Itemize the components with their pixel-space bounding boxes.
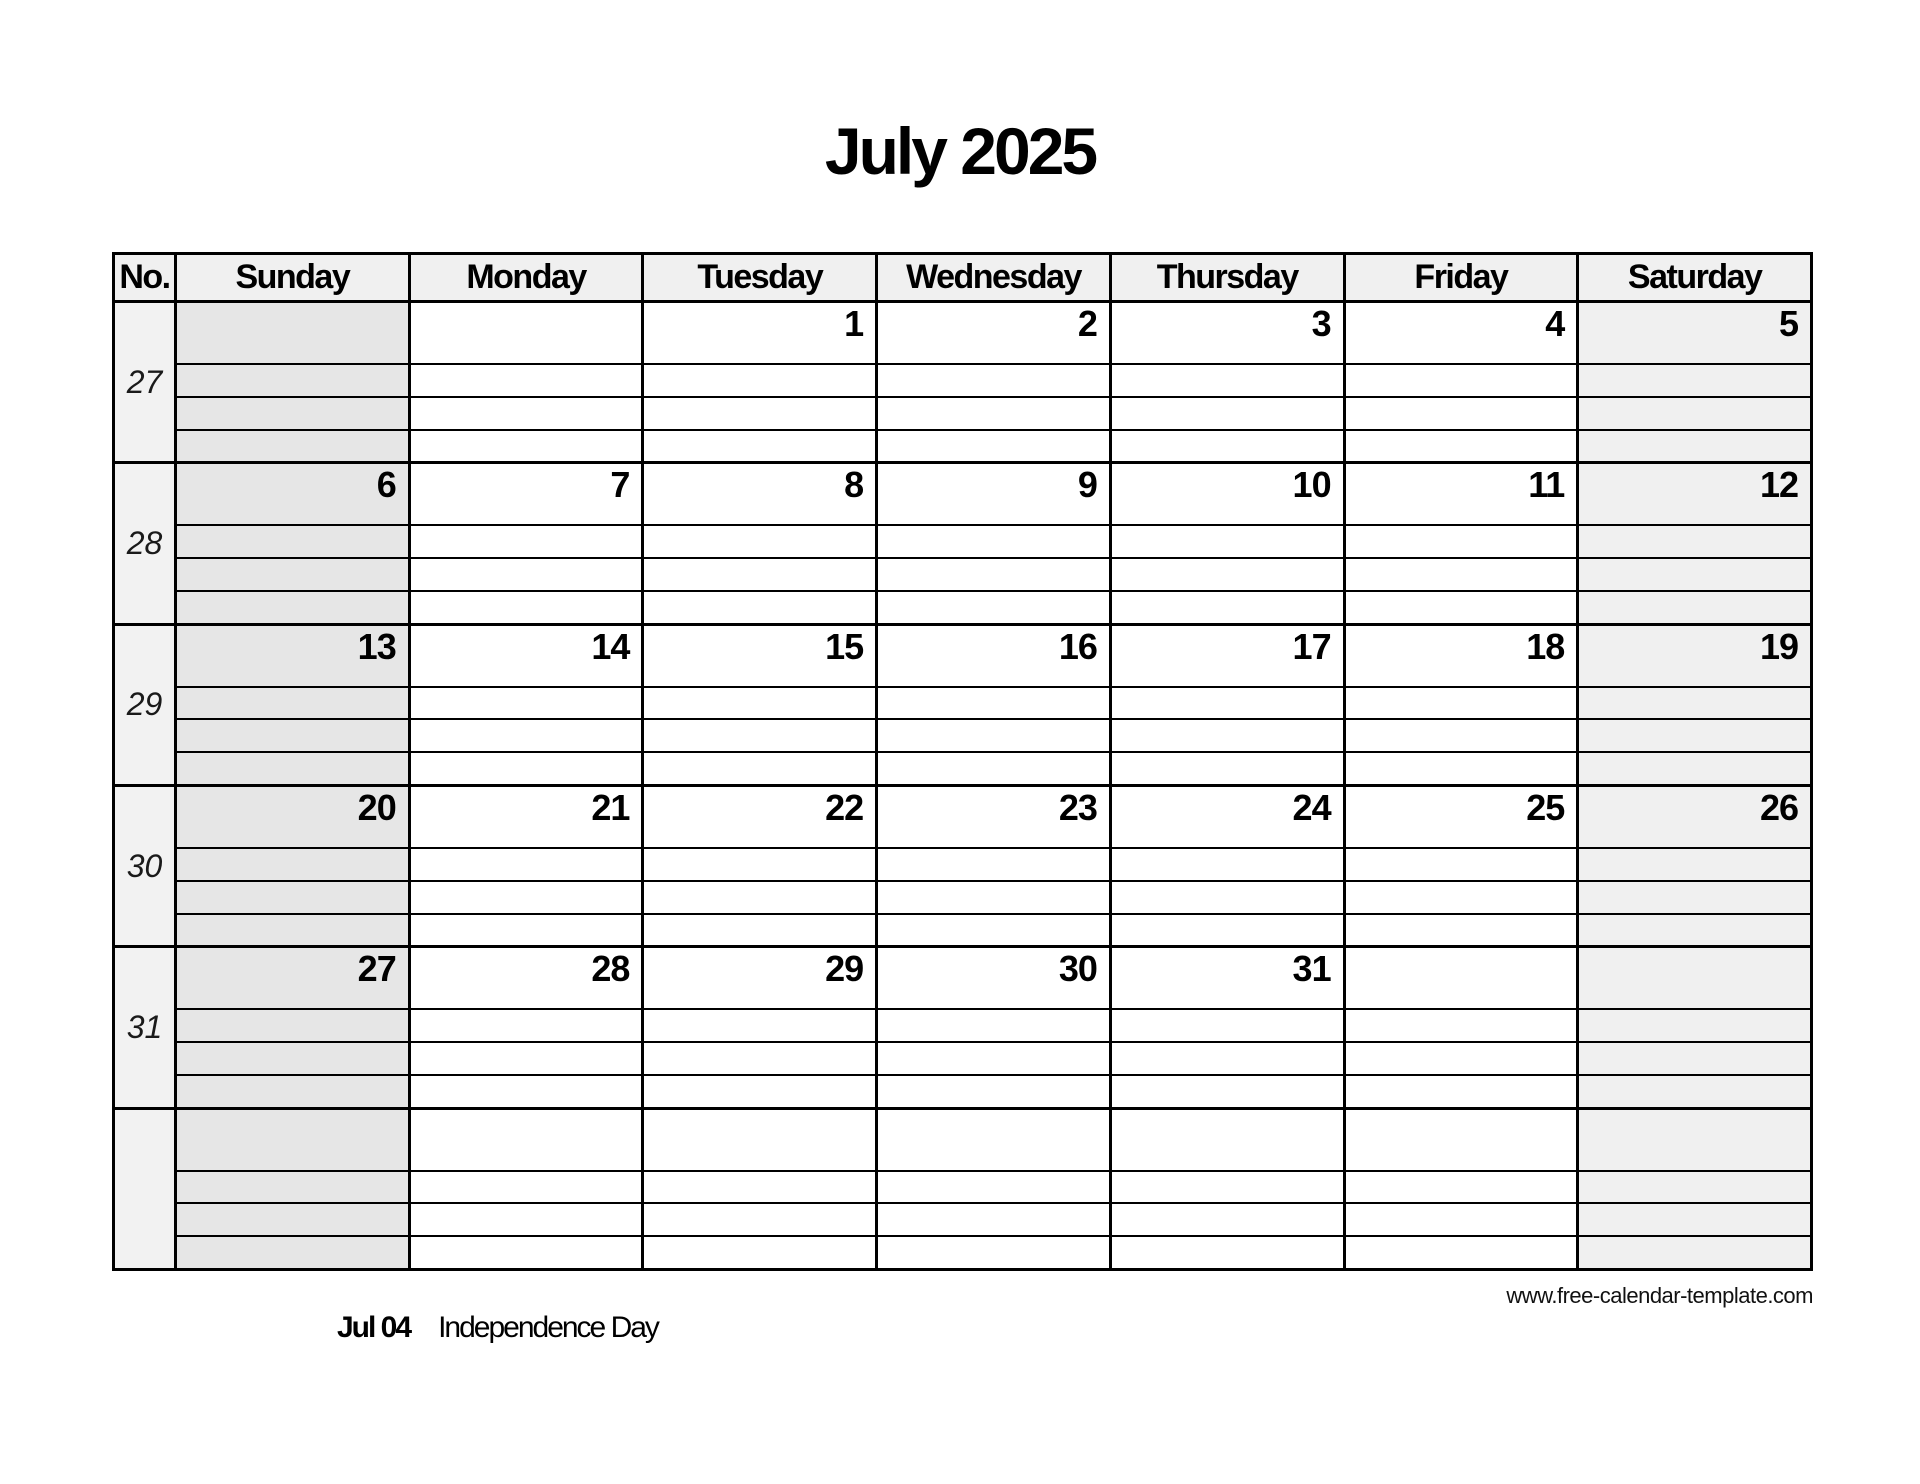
ruled-cell bbox=[878, 688, 1112, 719]
ruled-row bbox=[177, 915, 1810, 946]
week-number: 29 bbox=[115, 626, 177, 784]
ruled-cell bbox=[1579, 849, 1810, 880]
date-cell-sunday bbox=[177, 1110, 411, 1170]
page-title: July 2025 bbox=[824, 114, 1096, 188]
ruled-row bbox=[177, 753, 1810, 784]
date-cell-tuesday: 22 bbox=[644, 787, 878, 847]
day-header-thursday: Thursday bbox=[1112, 255, 1346, 300]
date-cell-sunday: 20 bbox=[177, 787, 411, 847]
ruled-cell bbox=[1346, 1204, 1580, 1235]
week-number: 30 bbox=[115, 787, 177, 945]
ruled-cell bbox=[878, 720, 1112, 751]
date-cell-monday: 21 bbox=[411, 787, 645, 847]
ruled-cell bbox=[1579, 1043, 1810, 1074]
day-header-monday: Monday bbox=[411, 255, 645, 300]
date-cell-tuesday: 1 bbox=[644, 303, 878, 363]
ruled-cell bbox=[177, 1172, 411, 1203]
date-cell-wednesday: 16 bbox=[878, 626, 1112, 686]
ruled-cell bbox=[878, 592, 1112, 623]
ruled-cell bbox=[644, 365, 878, 396]
ruled-cell bbox=[1346, 1010, 1580, 1041]
date-cell-friday bbox=[1346, 1110, 1580, 1170]
ruled-cell bbox=[644, 753, 878, 784]
week-row bbox=[115, 948, 1810, 1109]
ruled-cell bbox=[1112, 526, 1346, 557]
ruled-cell bbox=[177, 915, 411, 946]
ruled-cell bbox=[878, 526, 1112, 557]
ruled-cell bbox=[1346, 559, 1580, 590]
ruled-cell bbox=[644, 526, 878, 557]
date-cell-friday: 11 bbox=[1346, 464, 1580, 524]
ruled-row bbox=[177, 1076, 1810, 1107]
ruled-cell bbox=[1346, 431, 1580, 462]
week-number: 28 bbox=[115, 464, 177, 622]
ruled-cell bbox=[878, 398, 1112, 429]
ruled-row bbox=[177, 849, 1810, 882]
ruled-cell bbox=[1112, 1043, 1346, 1074]
ruled-cell bbox=[1112, 688, 1346, 719]
date-cell-wednesday bbox=[878, 1110, 1112, 1170]
date-cell-monday: 14 bbox=[411, 626, 645, 686]
ruled-cell bbox=[1579, 1237, 1810, 1268]
date-cell-tuesday: 8 bbox=[644, 464, 878, 524]
date-row bbox=[177, 626, 1810, 688]
date-cell-saturday: 12 bbox=[1579, 464, 1810, 524]
ruled-cell bbox=[1112, 365, 1346, 396]
ruled-cell bbox=[411, 753, 645, 784]
ruled-cell bbox=[1112, 882, 1346, 913]
ruled-row bbox=[177, 526, 1810, 559]
ruled-cell bbox=[1112, 753, 1346, 784]
ruled-cell bbox=[177, 720, 411, 751]
ruled-cell bbox=[644, 1010, 878, 1041]
date-row bbox=[177, 1110, 1810, 1172]
date-cell-saturday: 26 bbox=[1579, 787, 1810, 847]
ruled-cell bbox=[1112, 720, 1346, 751]
ruled-cell bbox=[644, 849, 878, 880]
calendar-table bbox=[112, 252, 1813, 1271]
ruled-cell bbox=[878, 365, 1112, 396]
date-cell-saturday: 5 bbox=[1579, 303, 1810, 363]
ruled-cell bbox=[1346, 526, 1580, 557]
date-row bbox=[177, 948, 1810, 1010]
ruled-cell bbox=[644, 1043, 878, 1074]
ruled-cell bbox=[177, 1010, 411, 1041]
ruled-cell bbox=[878, 1010, 1112, 1041]
week-number bbox=[115, 1110, 177, 1268]
date-cell-friday bbox=[1346, 948, 1580, 1008]
ruled-cell bbox=[1579, 398, 1810, 429]
date-cell-tuesday: 29 bbox=[644, 948, 878, 1008]
ruled-cell bbox=[1112, 431, 1346, 462]
date-cell-sunday: 13 bbox=[177, 626, 411, 686]
week-number: 31 bbox=[115, 948, 177, 1106]
ruled-cell bbox=[1579, 1172, 1810, 1203]
ruled-cell bbox=[878, 753, 1112, 784]
ruled-cell bbox=[1346, 365, 1580, 396]
ruled-row bbox=[177, 1172, 1810, 1205]
ruled-cell bbox=[411, 431, 645, 462]
date-row bbox=[177, 303, 1810, 365]
week-days bbox=[177, 1110, 1810, 1268]
date-cell-wednesday: 9 bbox=[878, 464, 1112, 524]
ruled-cell bbox=[177, 1043, 411, 1074]
ruled-cell bbox=[177, 1076, 411, 1107]
ruled-cell bbox=[177, 882, 411, 913]
holiday-name: Independence Day bbox=[438, 1311, 658, 1344]
date-cell-monday bbox=[411, 303, 645, 363]
ruled-cell bbox=[411, 849, 645, 880]
date-cell-thursday: 31 bbox=[1112, 948, 1346, 1008]
ruled-cell bbox=[644, 882, 878, 913]
ruled-cell bbox=[411, 1010, 645, 1041]
ruled-cell bbox=[177, 753, 411, 784]
ruled-cell bbox=[1112, 1204, 1346, 1235]
ruled-cell bbox=[1346, 1172, 1580, 1203]
ruled-cell bbox=[878, 1237, 1112, 1268]
week-row bbox=[115, 464, 1810, 625]
ruled-cell bbox=[1579, 882, 1810, 913]
ruled-cell bbox=[411, 526, 645, 557]
ruled-cell bbox=[411, 882, 645, 913]
no-column-header: No. bbox=[115, 255, 177, 300]
ruled-row bbox=[177, 1237, 1810, 1268]
ruled-cell bbox=[644, 720, 878, 751]
ruled-cell bbox=[1346, 1043, 1580, 1074]
ruled-cell bbox=[1579, 592, 1810, 623]
ruled-cell bbox=[878, 882, 1112, 913]
date-row bbox=[177, 464, 1810, 526]
ruled-cell bbox=[411, 915, 645, 946]
date-cell-wednesday: 30 bbox=[878, 948, 1112, 1008]
ruled-cell bbox=[1579, 720, 1810, 751]
date-cell-tuesday bbox=[644, 1110, 878, 1170]
ruled-cell bbox=[644, 559, 878, 590]
ruled-row bbox=[177, 882, 1810, 915]
date-cell-sunday bbox=[177, 303, 411, 363]
week-row bbox=[115, 303, 1810, 464]
ruled-row bbox=[177, 1204, 1810, 1237]
ruled-cell bbox=[177, 559, 411, 590]
ruled-cell bbox=[177, 526, 411, 557]
ruled-cell bbox=[878, 1043, 1112, 1074]
ruled-cell bbox=[878, 1172, 1112, 1203]
ruled-cell bbox=[878, 431, 1112, 462]
date-cell-thursday: 10 bbox=[1112, 464, 1346, 524]
ruled-cell bbox=[411, 398, 645, 429]
date-cell-monday bbox=[411, 1110, 645, 1170]
date-cell-saturday bbox=[1579, 948, 1810, 1008]
day-header-friday: Friday bbox=[1346, 255, 1580, 300]
ruled-cell bbox=[411, 365, 645, 396]
ruled-cell bbox=[1112, 1076, 1346, 1107]
ruled-cell bbox=[1579, 1076, 1810, 1107]
ruled-cell bbox=[1579, 559, 1810, 590]
day-header-tuesday: Tuesday bbox=[644, 255, 878, 300]
date-cell-thursday: 3 bbox=[1112, 303, 1346, 363]
ruled-cell bbox=[644, 1237, 878, 1268]
website-credit: www.free-calendar-template.com bbox=[1506, 1283, 1813, 1308]
date-cell-friday: 18 bbox=[1346, 626, 1580, 686]
ruled-cell bbox=[1112, 1237, 1346, 1268]
ruled-cell bbox=[1579, 365, 1810, 396]
ruled-row bbox=[177, 720, 1810, 753]
ruled-cell bbox=[878, 559, 1112, 590]
ruled-cell bbox=[644, 398, 878, 429]
ruled-cell bbox=[1112, 1172, 1346, 1203]
date-cell-friday: 25 bbox=[1346, 787, 1580, 847]
ruled-cell bbox=[1579, 915, 1810, 946]
ruled-cell bbox=[1346, 915, 1580, 946]
ruled-cell bbox=[1346, 1076, 1580, 1107]
ruled-row bbox=[177, 365, 1810, 398]
date-cell-monday: 28 bbox=[411, 948, 645, 1008]
ruled-cell bbox=[1579, 1204, 1810, 1235]
week-days bbox=[177, 787, 1810, 945]
ruled-cell bbox=[644, 1172, 878, 1203]
date-cell-monday: 7 bbox=[411, 464, 645, 524]
week-days bbox=[177, 464, 1810, 622]
ruled-cell bbox=[1346, 398, 1580, 429]
ruled-cell bbox=[1112, 559, 1346, 590]
date-cell-thursday bbox=[1112, 1110, 1346, 1170]
ruled-cell bbox=[644, 431, 878, 462]
ruled-cell bbox=[644, 915, 878, 946]
date-cell-saturday: 19 bbox=[1579, 626, 1810, 686]
week-row bbox=[115, 787, 1810, 948]
holiday-date: Jul 04 bbox=[337, 1311, 411, 1344]
ruled-cell bbox=[177, 592, 411, 623]
ruled-row bbox=[177, 688, 1810, 721]
ruled-cell bbox=[177, 431, 411, 462]
ruled-row bbox=[177, 398, 1810, 431]
ruled-cell bbox=[177, 688, 411, 719]
date-cell-friday: 4 bbox=[1346, 303, 1580, 363]
ruled-cell bbox=[1346, 592, 1580, 623]
week-number: 27 bbox=[115, 303, 177, 461]
ruled-row bbox=[177, 592, 1810, 623]
ruled-cell bbox=[1112, 1010, 1346, 1041]
ruled-cell bbox=[411, 1204, 645, 1235]
ruled-cell bbox=[1112, 849, 1346, 880]
ruled-cell bbox=[1579, 1010, 1810, 1041]
ruled-cell bbox=[1579, 688, 1810, 719]
ruled-cell bbox=[1346, 720, 1580, 751]
ruled-cell bbox=[177, 1237, 411, 1268]
ruled-cell bbox=[1112, 592, 1346, 623]
ruled-row bbox=[177, 431, 1810, 462]
holiday-entry bbox=[337, 1313, 658, 1343]
date-row bbox=[177, 787, 1810, 849]
ruled-cell bbox=[177, 398, 411, 429]
ruled-cell bbox=[878, 849, 1112, 880]
header-row bbox=[115, 255, 1810, 303]
ruled-cell bbox=[1346, 849, 1580, 880]
ruled-cell bbox=[1579, 431, 1810, 462]
date-cell-thursday: 24 bbox=[1112, 787, 1346, 847]
day-header-saturday: Saturday bbox=[1627, 258, 1762, 296]
ruled-cell bbox=[1346, 882, 1580, 913]
ruled-cell bbox=[411, 559, 645, 590]
ruled-cell bbox=[1112, 398, 1346, 429]
ruled-cell bbox=[411, 1076, 645, 1107]
date-cell-sunday: 27 bbox=[177, 948, 411, 1008]
ruled-cell bbox=[411, 688, 645, 719]
ruled-cell bbox=[878, 1076, 1112, 1107]
date-cell-thursday: 17 bbox=[1112, 626, 1346, 686]
ruled-cell bbox=[411, 720, 645, 751]
ruled-cell bbox=[1346, 753, 1580, 784]
ruled-cell bbox=[177, 849, 411, 880]
ruled-cell bbox=[411, 1237, 645, 1268]
week-row bbox=[115, 626, 1810, 787]
ruled-cell bbox=[1112, 915, 1346, 946]
ruled-cell bbox=[644, 688, 878, 719]
ruled-cell bbox=[177, 365, 411, 396]
date-cell-wednesday: 23 bbox=[878, 787, 1112, 847]
ruled-cell bbox=[411, 592, 645, 623]
day-header-sunday: Sunday bbox=[177, 255, 411, 300]
date-cell-sunday: 6 bbox=[177, 464, 411, 524]
ruled-cell bbox=[644, 592, 878, 623]
ruled-cell bbox=[1346, 1237, 1580, 1268]
week-days bbox=[177, 948, 1810, 1106]
ruled-row bbox=[177, 1043, 1810, 1076]
date-cell-saturday bbox=[1579, 1110, 1810, 1170]
ruled-cell bbox=[411, 1043, 645, 1074]
ruled-cell bbox=[878, 915, 1112, 946]
date-cell-wednesday: 2 bbox=[878, 303, 1112, 363]
week-days bbox=[177, 303, 1810, 461]
day-header-wednesday: Wednesday bbox=[878, 255, 1112, 300]
ruled-cell bbox=[878, 1204, 1112, 1235]
ruled-cell bbox=[411, 1172, 645, 1203]
week-days bbox=[177, 626, 1810, 784]
date-cell-tuesday: 15 bbox=[644, 626, 878, 686]
ruled-cell bbox=[177, 1204, 411, 1235]
ruled-row bbox=[177, 1010, 1810, 1043]
ruled-cell bbox=[644, 1204, 878, 1235]
ruled-row bbox=[177, 559, 1810, 592]
ruled-cell bbox=[1346, 688, 1580, 719]
ruled-cell bbox=[644, 1076, 878, 1107]
ruled-cell bbox=[1579, 526, 1810, 557]
ruled-cell bbox=[1579, 753, 1810, 784]
week-row bbox=[115, 1110, 1810, 1268]
